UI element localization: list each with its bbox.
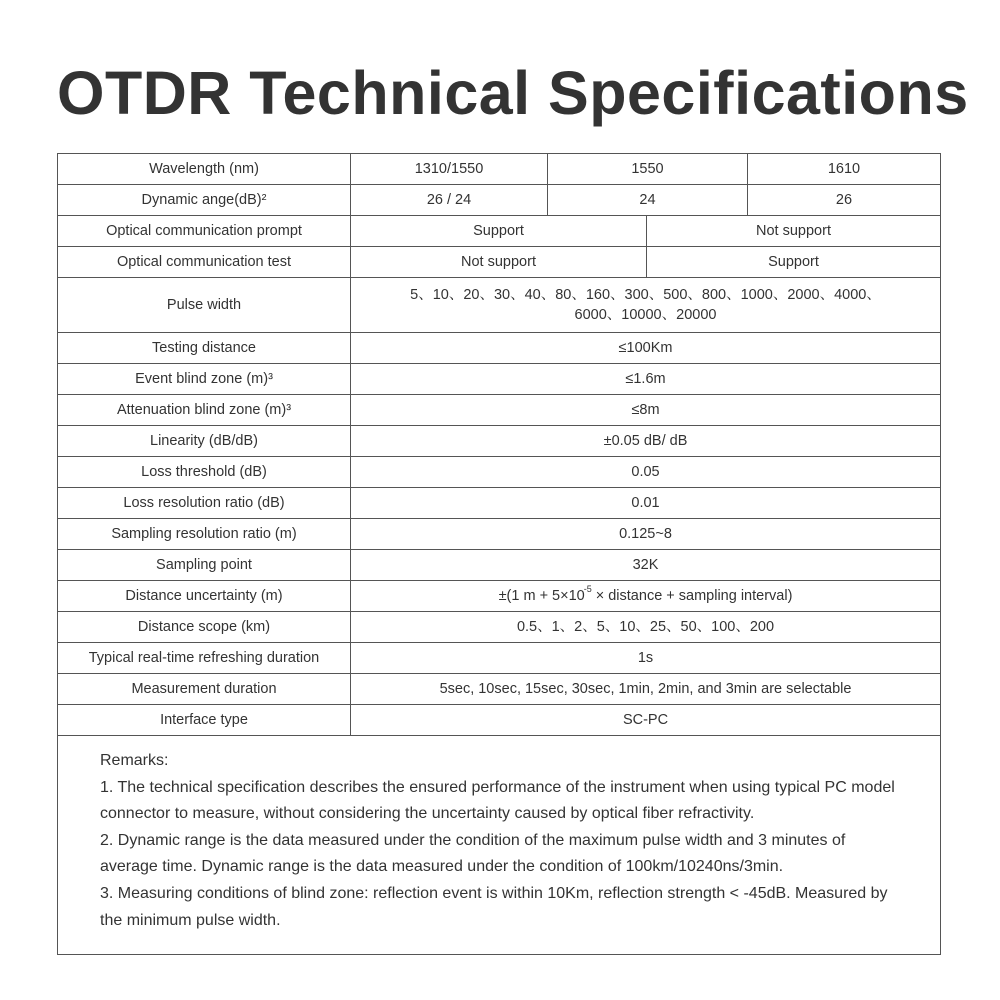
pulse-width-line-1: 5、10、20、30、40、80、160、300、500、800、1000、2000、4000、 xyxy=(410,287,881,303)
remark-3-line-1: 3. Measuring conditions of blind zone: reflection event is within 10Km, reflection strength < -45dB. Measured by xyxy=(100,884,888,902)
cell-value: 0.5、1、2、5、10、25、50、100、200 xyxy=(516,619,775,635)
table-row-comm-prompt xyxy=(58,216,940,247)
cell-value: 0.125~8 xyxy=(619,526,672,542)
cell-value: 26 / 24 xyxy=(351,185,548,215)
row-label: Distance uncertainty (m) xyxy=(58,581,351,611)
table-row-distance-scope xyxy=(58,612,940,643)
cell-value: 1s xyxy=(637,650,654,666)
table-row-dynamic-range xyxy=(58,185,940,216)
table-row-measurement-duration xyxy=(58,674,940,705)
pulse-width-line-2: 6000、10000、20000 xyxy=(574,307,717,323)
cell-value: ≤1.6m xyxy=(625,371,666,387)
cell-value: Not support xyxy=(756,223,831,239)
row-label: Attenuation blind zone (m)³ xyxy=(58,395,351,425)
table-row-loss-threshold xyxy=(58,457,940,488)
remark-2-line-2: average time. Dynamic range is the data measured under the condition of 100km/10240ns/3min. xyxy=(100,858,784,876)
cell-value: ≤8m xyxy=(631,402,660,418)
remarks-heading: Remarks: xyxy=(100,752,169,769)
cell-value: ±(1 m + 5×10 $^{-5}$ × distance + sampling interval) xyxy=(498,584,793,604)
spec-table xyxy=(57,153,941,955)
table-row-interface-type xyxy=(58,705,940,736)
cell-value: 5sec, 10sec, 15sec, 30sec, 1min, 2min, and 3min are selectable xyxy=(439,681,852,697)
remark-3-line-2: the minimum pulse width. xyxy=(100,911,281,929)
row-label: Loss threshold (dB) xyxy=(58,457,351,487)
cell-value: 0.05 xyxy=(631,464,660,480)
formula-prefix: ±(1 m + 5×10 xyxy=(498,588,585,604)
row-label: Distance scope (km) xyxy=(58,612,351,642)
row-label: Testing distance xyxy=(58,333,351,363)
row-label: Sampling point xyxy=(58,550,351,580)
row-label: Measurement duration xyxy=(58,674,351,704)
row-label: Sampling resolution ratio (m) xyxy=(58,519,351,549)
table-row-event-blind-zone xyxy=(58,364,940,395)
cell-value: 26 xyxy=(835,192,853,208)
row-label: Optical communication prompt xyxy=(58,216,351,246)
cell-value: Not support xyxy=(351,247,647,277)
table-row-pulse-width xyxy=(58,278,940,333)
table-row-attenuation-blind-zone xyxy=(58,395,940,426)
cell-value xyxy=(351,278,940,332)
cell-value: SC-PC xyxy=(622,712,669,728)
cell-value: 1550 xyxy=(548,154,748,184)
row-label: Loss resolution ratio (dB) xyxy=(58,488,351,518)
cell-value: 32K xyxy=(632,557,659,573)
remark-2-line-1: 2. Dynamic range is the data measured under the condition of the maximum pulse width and 3 minutes of xyxy=(100,831,846,849)
cell-value: 1610 xyxy=(827,161,861,177)
formula-suffix: × distance + sampling interval) xyxy=(595,588,793,604)
table-row-wavelength xyxy=(58,154,940,185)
cell-value: 1310/1550 xyxy=(351,154,548,184)
cell-value: 0.01 xyxy=(631,495,660,511)
page-title: OTDR Technical Specifications xyxy=(57,59,969,127)
table-row-testing-distance xyxy=(58,333,940,364)
row-label: Wavelength (nm) xyxy=(58,154,351,184)
remark-1-line-1: 1. The technical specification describes the ensured performance of the instrument when using typical PC model xyxy=(100,778,895,796)
row-label: Dynamic ange(dB)² xyxy=(58,185,351,215)
table-row-loss-resolution xyxy=(58,488,940,519)
row-label: Optical communication test xyxy=(58,247,351,277)
table-row-sampling-point xyxy=(58,550,940,581)
remarks-section xyxy=(100,748,900,934)
table-row-linearity xyxy=(58,426,940,457)
row-label: Typical real-time refreshing duration xyxy=(58,643,351,673)
remark-1-line-2: connector to measure, without considering the uncertainty caused by optical fiber refractivity. xyxy=(100,805,755,823)
row-label: Linearity (dB/dB) xyxy=(58,426,351,456)
cell-value: ≤100Km xyxy=(618,340,673,356)
cell-value: 24 xyxy=(548,185,748,215)
row-label: Pulse width xyxy=(58,278,351,332)
row-label: Interface type xyxy=(58,705,351,735)
cell-value: Support xyxy=(351,216,647,246)
cell-value: ±0.05 dB/ dB xyxy=(603,433,688,449)
table-row-distance-uncertainty xyxy=(58,581,940,612)
cell-value: Support xyxy=(768,254,819,270)
table-row-sampling-resolution xyxy=(58,519,940,550)
table-row-comm-test xyxy=(58,247,940,278)
row-label: Event blind zone (m)³ xyxy=(58,364,351,394)
table-row-refresh-duration xyxy=(58,643,940,674)
